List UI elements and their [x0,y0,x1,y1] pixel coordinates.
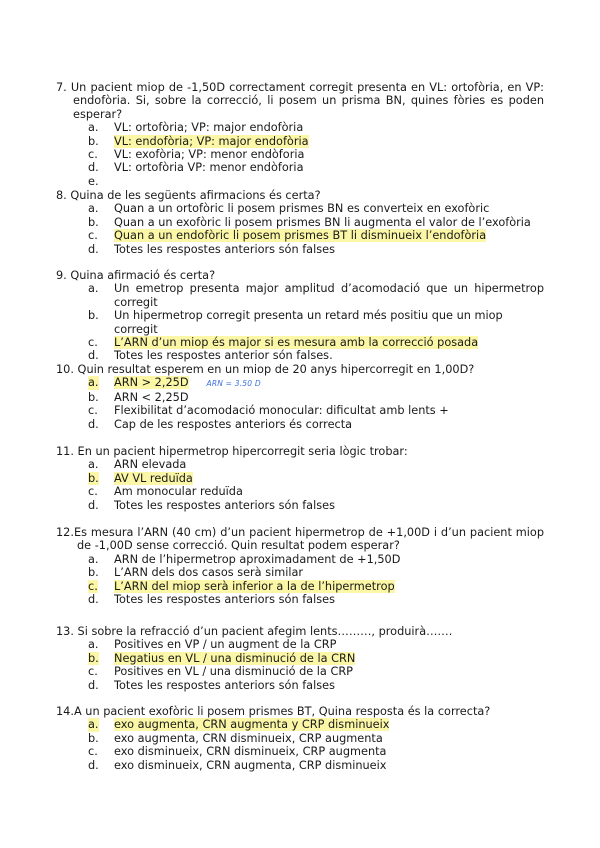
question-stem: 13. Si sobre la refracció d’un pacient afegim lents………, produirà……. [56,625,453,638]
option-d: d. Totes les respostes anteriors són falses [88,242,335,256]
question-14 [56,705,544,772]
option-list [56,282,544,362]
option-d: d. Totes les respostes anterior són falses. [88,349,333,363]
option-b: b. L’ARN dels dos casos serà similar [88,566,304,580]
option-e: e. [88,174,99,188]
option-b: b. exo augmenta, CRN disminueix, CRP augmenta [88,731,383,745]
option-a: a. Quan a un ortofòric li posem prismes BN es converteix en exofòric [88,202,490,216]
question-stem: 8. Quina de les següents afirmacions és certa? [56,189,321,202]
question-10 [56,363,544,431]
option-list [56,553,544,607]
option-c-highlighted: c. L’ARN del miop serà inferior a la de l’hipermetrop [88,579,395,593]
option-d: d. Totes les respostes anteriors són falses [88,498,335,512]
option-list [56,202,544,256]
option-b: b. Quan a un exofòric li posem prismes BN li augmenta el valor de l’exofòria [88,215,531,229]
option-d: d. Totes les respostes anteriors són falses [88,593,335,607]
option-a: a. Positives en VP / un augment de la CRP [88,638,337,652]
question-8 [56,189,544,256]
question-13 [56,625,544,692]
option-d: d. exo disminueix, CRN augmenta, CRP disminueix [88,758,387,772]
option-c: c. Am monocular reduïda [88,485,243,499]
option-a: a. VL: ortofòria; VP: major endofòria [88,121,304,135]
option-a-highlighted: a. ARN > 2,25D ARN = 3.50 D [88,376,261,390]
question-stem: 9. Quina afirmació és certa? [56,269,216,282]
option-b-highlighted: b. Negatius en VL / una disminució de la CRN [88,651,356,665]
option-c: c. Positives en VL / una disminució de la CRP [88,665,353,679]
question-stem: 7. Un pacient miop de -1,50D correctament corregit presenta en VL: ortofòria, en VP: endofòria. Si, sobre la correcció, li posem un prisma BN, quines fòries es poden esperar? [56,81,544,121]
option-b-highlighted: b. VL: endofòria; VP: major endofòria [88,134,309,148]
option-c: c. Flexibilitat d’acomodació monocular: dificultat amb lents + [88,404,449,418]
option-c-highlighted: c. L’ARN d’un miop és major si es mesura amb la correcció posada [88,336,479,350]
question-stem: 11. En un pacient hipermetrop hipercorregit seria lògic trobar: [56,445,408,458]
option-b-highlighted: b. AV VL reduïda [88,471,193,485]
option-a: a. Un emetrop presenta major amplitud d’acomodació que un hipermetrop corregit [88,282,544,309]
question-stem: 10. Quin resultat esperem en un miop de 20 anys hipercorregit en 1,00D? [56,363,475,376]
option-list [56,121,544,188]
option-c: c. exo disminueix, CRN disminueix, CRP augmenta [88,745,387,759]
question-12 [56,526,544,606]
question-stem: 14.A un pacient exofòric li posem prismes BT, Quina resposta és la correcta? [56,705,491,718]
option-list [56,718,544,772]
option-d: d. Cap de les respostes anteriors és correcta [88,417,353,431]
option-list [56,458,544,512]
option-a: a. ARN de l’hipermetrop aproximadament de +1,50D [88,552,401,566]
question-9 [56,269,544,363]
option-list [56,638,544,692]
question-stem: 12.Es mesura l’ARN (40 cm) d’un pacient hipermetrop de +1,00D i d’un pacient miop de -1,00D sense correcció. Quin resultat podem esperar? [56,526,544,553]
question-11 [56,445,544,512]
option-b: b. Un hipermetrop corregit presenta un retard més positiu que un miop corregit [88,309,503,336]
handwritten-note: ARN = 3.50 D [206,379,261,389]
option-c-highlighted: c. Quan a un endofòric li posem prismes BT li disminueix l’endofòria [88,229,487,243]
option-d: d. Totes les respostes anteriors són falses [88,678,335,692]
question-7 [56,81,544,188]
option-list [56,376,544,431]
option-d: d. VL: ortofòria VP: menor endòforia [88,161,304,175]
option-b: b. ARN < 2,25D [88,390,189,404]
option-c: c. VL: exofòria; VP: menor endòforia [88,148,305,162]
option-a-highlighted: a. exo augmenta, CRN augmenta y CRP disminueix [88,718,390,732]
option-a: a. ARN elevada [88,458,187,472]
